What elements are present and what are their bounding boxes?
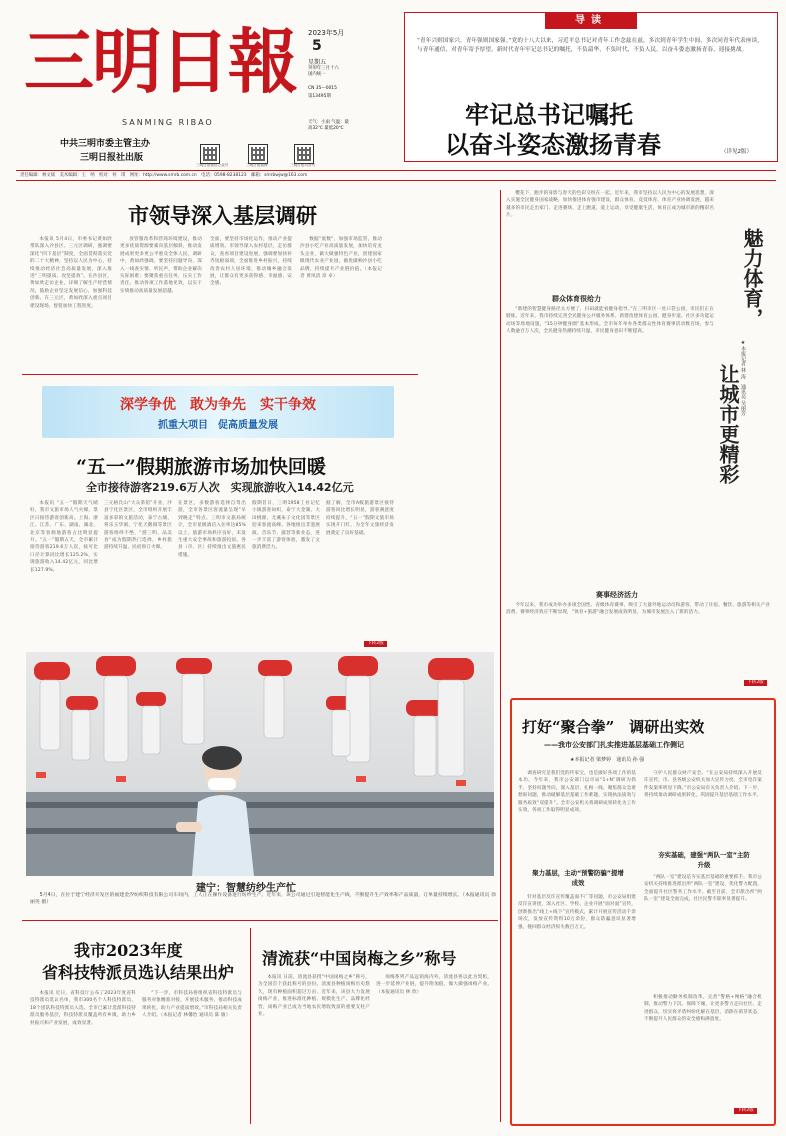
date-lunar: 癸卯年三月十六 国内统一 (308, 66, 339, 77)
article2-col4: 假期首日，三明1958工业记忆小镇游客如织，泰宁大金湖、大田桃源、尤溪朱子文化园等景区迎来客流高峰。各地推出非遗展演、音乐节、露营等新业态，进一步丰富了游客体验，激发了文旅消费活力。 (252, 501, 320, 551)
article4-headline[interactable]: 清流获“中国岗梅之乡”称号 (262, 949, 457, 968)
article6-section-1: “新建的智慧健身路径太方便了，扫码就能看健身指导。”在三明市区一处口袋公园，市民们正在锻炼。近年来，我市持续完善全民健身公共服务体系，新建改建体育公园、健身步道、社区多功能运动场等场地设施，“15分钟健身圈”基本形成。全市每年举办各类群众性体育赛事活动数百场，参与人数逾百万人次，全民健身热潮持续升温，市民健身意识不断提高。 (506, 307, 714, 335)
photo-caption: 5月4日，在位于建宁经济开发区的福建金汐纺织科技有限公司车间内，工人正在操作设备进行纺纱生产。近年来，该公司通过引进智能化生产线，不断提升生产效率和产品质量，订单量持续增长。（本报通讯员 徐丽英 摄） (30, 893, 496, 905)
divider-photo (22, 920, 498, 921)
info-bar (16, 170, 776, 181)
article1-col1: 本报讯 5月4日，市委书记黄如欣带队深入沙县区、三元区调研，强调要深化“四下基层”制度，全面贯彻落实党的二十大精神，坚持以人民为中心，持续推动经济社会高质量发展，深入推进“三明提质、攻坚提效”。在沙县区，黄如欣走访企业，详细了解生产经营情况，鼓励企业坚定发展信心，加强科技创新。在三元区，黄如欣深入重点项目建设现场，督促加快工程进度。 (30, 237, 112, 309)
spinning-factory-photo (26, 652, 494, 876)
publisher-line: 三明日报社出版 (80, 153, 144, 163)
article1-headline[interactable]: 市领导深入基层调研 (128, 203, 317, 228)
article5-section-head-2: 夯实基础，建强“两队一室”主防升级 (658, 851, 750, 869)
date-box (306, 28, 366, 148)
article5-col5: 积极推动勤务机制改革，完善“警格+网格”融合机制，推动警力下沉、保障下倾，让更多警力走向社区、走进群众，切实将矛盾纠纷化解在基层、消除在萌芽状态，不断提升人民群众的安全感和满意度。 (644, 995, 762, 1023)
article3-col2: “下一步，市科技局将组织省科技特派员与服务对象精准对接，开展技术服务，推动科技成果转化，助力产业提质增效。”市科技局相关负责人介绍。（本报记者 林馨怡 通讯员 陈 敏） (142, 991, 242, 1019)
article5-continue-badge[interactable]: 下转2版 (734, 1108, 757, 1114)
date-day: 5 (312, 38, 322, 54)
divider-article1 (22, 374, 418, 375)
guide-text: “青年兴则国家兴，青年强则国家强。”党的十八大以来，习近平总书记对青年工作念兹在兹，多次到青年学生中间，多次同青年代表座谈，与青年通信，对青年寄予厚望。新时代青年牢记总书记的嘱托，不负韶华，不负时代，不负人民，以奋斗姿态激扬青春、迎接挑战。 (417, 38, 763, 53)
article2-col3: 在景区，多数游客选择自驾出游，全市各景区客流量呈现“早到晚走”特点。三明市文旅局统计，全市星级酒店入住率达85%以上，旅游市场秩序良好，未发生重大安全事故和旅游投诉。各县（市、区）持续推出文旅惠民措施。 (178, 501, 246, 558)
article1-col2: 放管服改革和营商环境建设，推动更多优质资源要素向基层倾斜，推动发展成果更多更公平惠及全体人民。调研中，黄如欣强调，要坚持问题导向，深入一线查实情、听民声，帮助企业解决实际困难；要聚焦重点任务，压实工作责任，推动各项工作落地见效，以实干实绩推动高质量发展超越。 (120, 237, 202, 294)
cn-number: CN 35—0015 (308, 86, 337, 91)
article5-byline: ★本报记者 梁梦婷 通讯员 孙 强 (570, 757, 645, 763)
article4-col2: 岗梅系列产品远销海内外，清流县将以此为契机，进一步延伸产业链，提升附加值，做大做强岗梅产业。（本报通讯员 林 欣） (376, 975, 492, 995)
date-year-month: 2023年5月 (308, 29, 345, 37)
photo-title: 建宁：智慧纺纱生产忙 (196, 883, 296, 894)
article1-col3: 全面，要坚持市场化运作，推动产业提质增效。市领导深入农村基层，走访群众，查看项目建设进展，强调要加快补齐短板弱项，全面推进乡村振兴，持续改善农村人居环境，推动城乡融合发展，让群众有更多获得感、幸福感、安全感。 (210, 237, 292, 287)
article6-byline: ★本报记者 林 涛 通讯员 吴丽芳 (740, 340, 746, 416)
qr-caption-wechat: 三明日报微信公众号 (196, 163, 229, 167)
article3-headline-1[interactable]: 我市2023年度 (74, 941, 183, 960)
campaign-banner (42, 386, 394, 438)
article4-col1: 本报讯 日前，清流县获授“中国岗梅之乡”称号，为全国首个获此称号的县份。清流县种植岗梅历史悠久，现有种植面积超过万亩，近年来，该县大力发展岗梅产业，推进标准化种植、规模化生产、品牌化经营，岗梅产业已成为当地农民增收致富的重要支柱产业。 (258, 975, 370, 1018)
photo-illustration (26, 652, 494, 876)
guide-page-ref: （详见2版） (721, 149, 752, 155)
article2-col2: 三元格氏山“大众茶馆”开业，沙县宁化区景区，全市组织开展丰富多彩的文旅活动，泰宁古城、将乐玉华洞、宁化天鹅洞等景区游客络绎不绝，“游三明、品美食”成为假期热门选择，乡村旅游持续升温，民宿预订火爆。 (104, 501, 172, 551)
qr-caption-douyin: 三明日报抖音号 (290, 163, 316, 167)
guide-headline-1[interactable]: 牢记总书记嘱托 (465, 100, 633, 129)
article2-col5: 据了解，全市A级旅游景区接待游客同比增长明显，游客满意度持续提升，“五一”假期文旅市场实现开门红，为全年文旅经济发展奠定了良好基础。 (326, 501, 394, 536)
article2-headline[interactable]: “五一”假期旅游市场加快回暖 (76, 456, 326, 478)
article6-section-head-2: 赛事经济活力 (596, 591, 638, 599)
article5-col1: 调查研究是我们党的传家宝，也是做好各项工作的基本功。今年来，我市公安部门以市局“1+N”调研为抓手，坚持问题导向，深入基层、扎根一线，聚焦群众急难愁盼问题，推动破解基层基础工作难题，实现执法质效与服务质效“双提升”。全市公安机关将调研成果转化为工作实效，各项工作取得明显成效。 (518, 771, 636, 814)
divider-article3-4 (250, 928, 251, 1124)
article2-subhead: 全市接待游客219.6万人次 实现旅游收入14.42亿元 (86, 481, 354, 494)
article5-col2: 守护人民群众财产安全。“在公安局持续深入开展反诈宣传，市、县各级公安机关加大宣传力度，全市电诈案件发案率明显下降。”市公安局有关负责人介绍。下一步，将持续推动调研成果转化，巩固提升基层基础工作水平。 (644, 771, 762, 799)
article5-subhead: ——我市公安部门扎实推进基层基础工作侧记 (544, 741, 684, 749)
guide-headline-2[interactable]: 以奋斗姿态激扬青春 (445, 130, 661, 159)
info-bar-text: 责任编辑：林文斌 美术编辑：王 纳 校对：何 琪 网址：http://www.smrb.com.cn 电话：0598-8238123 邮箱：smrbwjw@163.com (20, 173, 308, 178)
newspaper-pinyin: SANMING RIBAO (122, 118, 214, 127)
qr-code-douyin[interactable] (294, 144, 314, 164)
weather-info: 天气：小雨 气温：最高32℃ 最低20℃ (308, 120, 349, 131)
article1-col4: 数据“底数”，加强市场监管，推动沙县小吃产业高质量发展，加快培育龙头企业，做大做强特色产业，创建国家级现代农业产业园，做优做响沙县小吃品牌，持续提升产业链价值。（本报记者 黄凤清 章 卓） (300, 237, 382, 280)
article3-headline-2[interactable]: 省科技特派员选认结果出炉 (42, 963, 235, 982)
guide-label-text: 导读 (575, 15, 607, 26)
date-weekday: 星期五 (308, 59, 327, 66)
article2-continue-badge[interactable]: 下转2版 (364, 641, 387, 647)
qr-code-wechat[interactable] (200, 144, 220, 164)
article6-headline-1[interactable]: 魅力体育， (740, 228, 764, 328)
divider-main-column (500, 190, 501, 1122)
article5-col3: 针对基层反诈宣传覆盖面不广等问题，市公安局组建反诈宣讲团，深入社区、学校、企业开展“面对面”宣传，创新推出“线上+线下”宣传模式，累计开展宣传活动千余场次，发放宣传资料10万余份，群众防骗意识显著增强，挽回群众经济损失数百万元。 (518, 895, 636, 930)
banner-line-2: 抓重大项目 促高质量发展 (158, 420, 278, 431)
issue-number: 第13495期 (308, 94, 331, 99)
sponsor-line: 中共三明市委主管主办 (60, 139, 151, 149)
article6-intro: 樱花下，跑步的身影与春天的色彩交织在一起。近年来，我市坚持以人民为中心的发展思想，深入实施全民健身国家战略，加快推进体育强市建设，群众体育、竞技体育、体育产业协调发展，越来越多的市民走出家门、走进赛场、走上跑道，爱上运动，享受健康生活，体育正成为城市新的精彩名片。 (506, 191, 714, 219)
article6-section-head-1: 群众体育很给力 (552, 295, 601, 303)
guide-box (404, 12, 778, 162)
qr-caption-weibo: 三明日报微博 (246, 163, 268, 167)
article5-headline[interactable]: 打好“聚合拳” 调研出实效 (522, 718, 705, 736)
article2-col1: 本报讯 “五一”假期天气晴好，我市文旅市场人气火爆，景区日接待游客创新高。上海、浙江、江苏、广东、湖南、湖北、北京等客源地游客占比明显提升。“五一”假期五天，全市累计接待游客219.6万人次，按可比口径计算同比增长125.2%，实现旅游收入14.42亿元，同比增长127.9%。 (30, 501, 98, 573)
article5-section-head-1: 聚力基层，主动“预警防骗”提增成效 (532, 869, 624, 887)
article3-col1: 本报讯 近日，省科技厅公布了2023年度省科技特派员选认名单，我市300名个人科技特派员、18个团队科技特派员入选。全市已累计选派科技特派员服务基层，科技特派员覆盖所有乡镇，助力乡村振兴和产业发展，成效显著。 (30, 991, 136, 1026)
article6-continue-badge[interactable]: 下转2版 (744, 680, 767, 686)
article6-section-2: 今年以来，我市成功举办多项全国性、省级体育赛事，吸引了大量外地运动员和游客，带动了住宿、餐饮、旅游等相关产业消费，赛事经济效应不断显现，“体育+旅游”融合发展成效明显，为城市发展注入了新的活力。 (506, 603, 770, 616)
article5-col4: “两队一室”建设是夯实基层基础的重要抓手。我市公安机关持续推进派出所“两队一室”建设，优化警力配置，全面提升社区警务工作水平。截至目前，全市派出所“两队一室”建设全面完成，社区民警专职率显著提升。 (644, 875, 762, 903)
newspaper-title: 三明日報 (24, 20, 296, 103)
banner-line-1: 深学争优 敢为争先 实干争效 (120, 397, 316, 413)
guide-label (545, 13, 637, 29)
article6-headline-2[interactable]: 让城市更精彩 (716, 364, 740, 484)
qr-code-weibo[interactable] (248, 144, 268, 164)
